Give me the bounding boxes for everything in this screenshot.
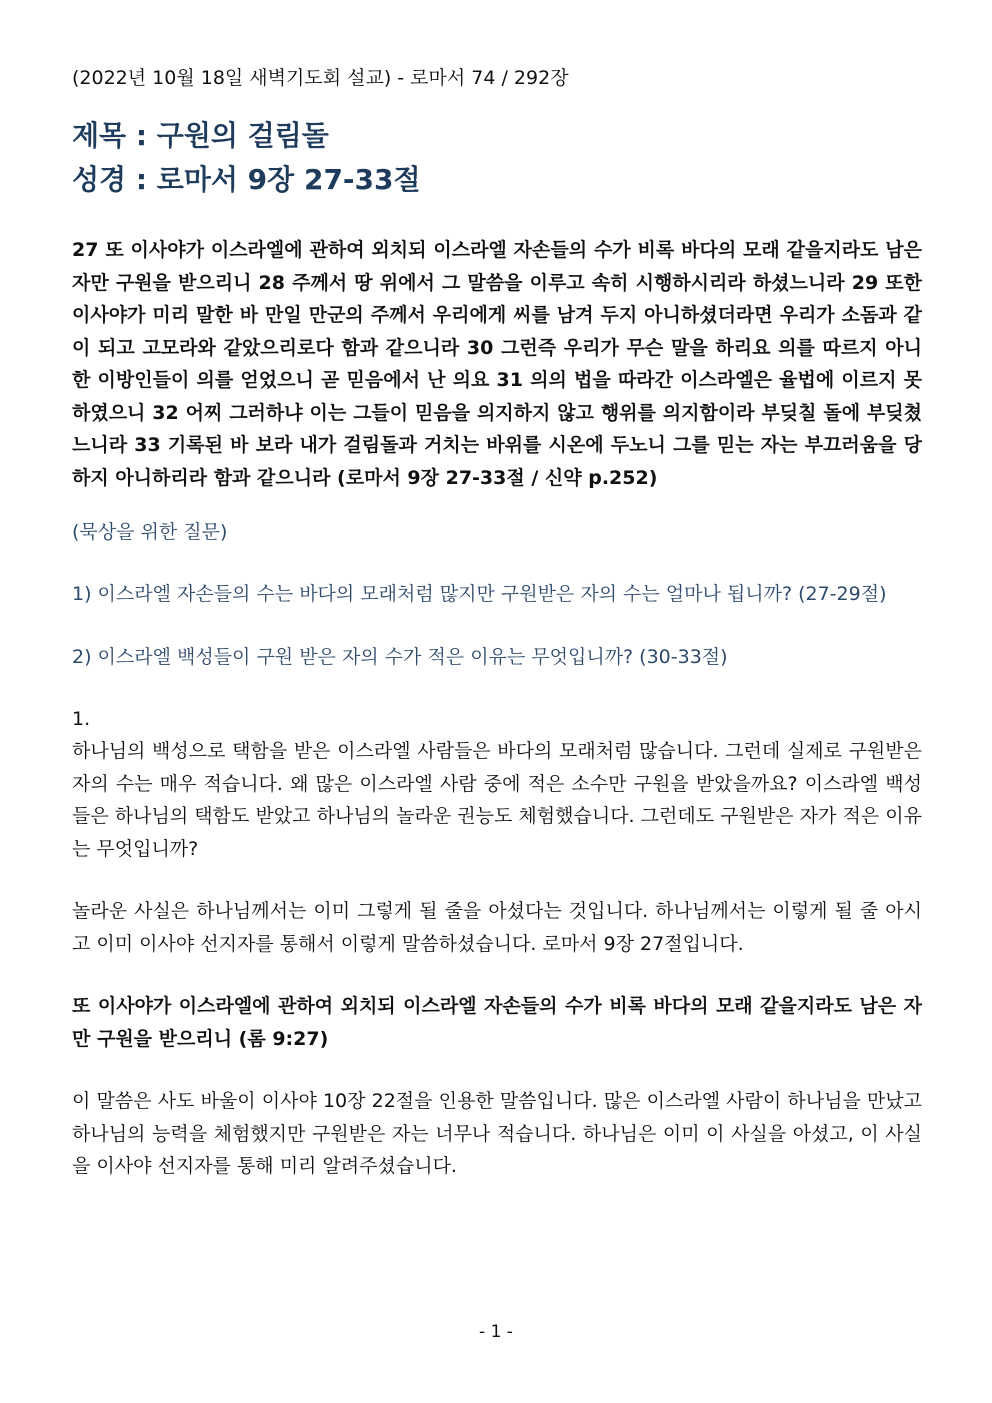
document-page [72,62,922,1213]
meditation-heading: (묵상을 위한 질문) [72,521,228,543]
scripture-reference: 성경 : 로마서 9장 27-33절 [72,163,421,196]
body-paragraph-1: 하나님의 백성으로 택함을 받은 이스라엘 사람들은 바다의 모래처럼 많습니다. 그런데 실제로 구원받은 자의 수는 매우 적습니다. 왜 많은 이스라엘 사람 중에 적은 소수만 구원을 받았을까요? 이스라엘 백성들은 하나님의 택함도 받았고 하나님의 놀라운 권능도 체험했습니다. 그런데도 구원받은 자가 적은 이유는 무엇입니까? [72,740,922,860]
sermon-title: 제목 : 구원의 걸림돌 [72,119,329,152]
sermon-header-line: (2022년 10월 18일 새벽기도회 설교) - 로마서 74 / 292장 [72,67,569,89]
page-number: - 1 - [479,1322,513,1342]
section-number: 1. [72,708,91,730]
body-paragraph-3: 이 말씀은 사도 바울이 이사야 10장 22절을 인용한 말씀입니다. 많은 이스라엘 사람이 하나님을 만났고 하나님의 능력을 체험했지만 구원받은 자는 너무나 적습니다. 하나님은 이미 이 사실을 아셨고, 이 사실을 이사야 선지자를 통해 미리 알려주셨습니다. [72,1090,922,1177]
scripture-quote: 또 이사야가 이스라엘에 관하여 외치되 이스라엘 자손들의 수가 비록 바다의 모래 같을지라도 남은 자만 구원을 받으리니 (롬 9:27) [72,995,922,1050]
scripture-passage: 27 또 이사야가 이스라엘에 관하여 외치되 이스라엘 자손들의 수가 비록 바다의 모래 같을지라도 남은 자만 구원을 받으리니 28 주께서 땅 위에서 그 말씀을 이루고 속히 시행하시리라 하셨느니라 29 또한 이사야가 미리 말한 바 만일 만군의 주께서 우리에게 씨를 남겨 두지 아니하셨더라면 우리가 소돔과 같이 되고 고모라와 같았으리로다 함과 같으니라 30 그런즉 우리가 무슨 말을 하리요 의를 따르지 아니한 이방인들이 의를 얻었으니 곧 믿음에서 난 의요 31 의의 법을 따라간 이스라엘은 율법에 이르지 못하였으니 32 어찌 그러하냐 이는 그들이 믿음을 의지하지 않고 행위를 의지함이라 부딪칠 돌에 부딪쳤느니라 33 기록된 바 보라 내가 걸림돌과 거치는 바위를 시온에 두노니 그를 믿는 자는 부끄러움을 당하지 아니하리라 함과 같으니라 (로마서 9장 27-33절 / 신약 p.252) [72,239,922,489]
meditation-question-2: 2) 이스라엘 백성들이 구원 받은 자의 수가 적은 이유는 무엇입니까? (30-33절) [72,645,728,668]
body-paragraph-2: 놀라운 사실은 하나님께서는 이미 그렇게 될 줄을 아셨다는 것입니다. 하나님께서는 이렇게 될 줄 아시고 이미 이사야 선지자를 통해서 이렇게 말씀하셨습니다. 로마서 9장 27절입니다. [72,900,922,955]
meditation-question-1: 1) 이스라엘 자손들의 수는 바다의 모래처럼 많지만 구원받은 자의 수는 얼마나 됩니까? (27-29절) [72,583,887,605]
